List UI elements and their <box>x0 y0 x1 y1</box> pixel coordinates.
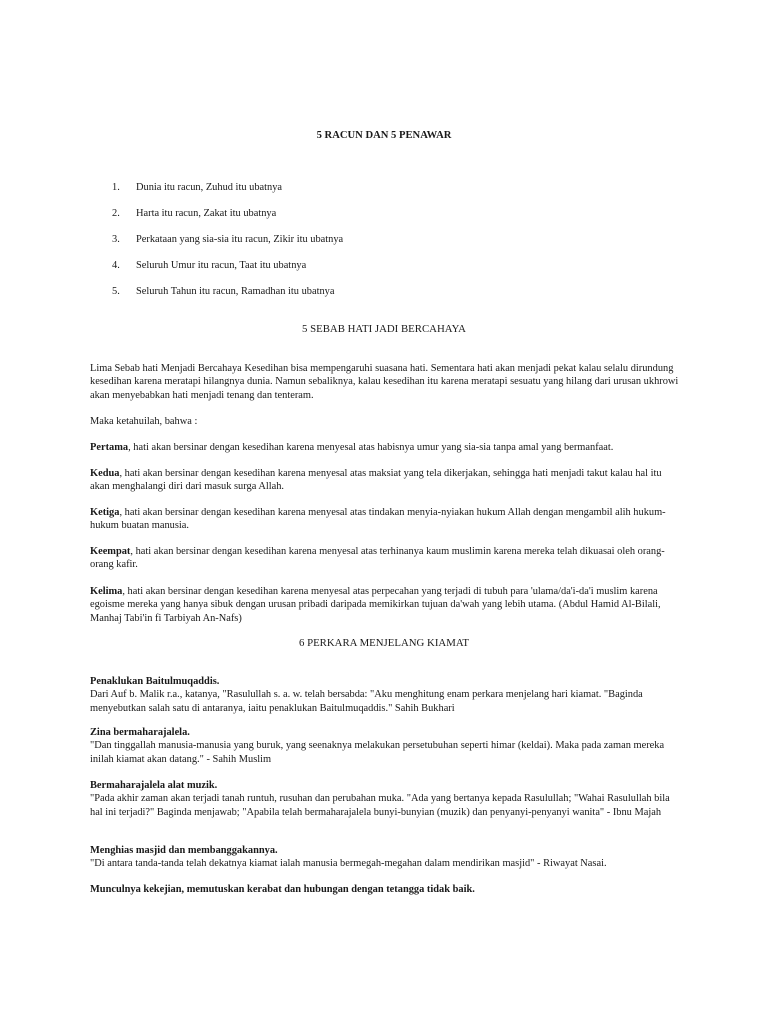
list-item: 5. Seluruh Tahun itu racun, Ramadhan itu ubatnya <box>112 286 335 297</box>
page-title: 5 RACUN DAN 5 PENAWAR <box>316 130 452 141</box>
kiamat-item: Penaklukan Baitulmuqaddis. Dari Auf b. Malik r.a., katanya, "Rasulullah s. a. w. telah bersabda: "Aku menghitung enam perkara menjelang hari kiamat. "Baginda menyebutkan salah satu di antaranya, iaitu penaklukan Baitulmuqaddis." Sahih Bukhari <box>90 676 643 714</box>
item-pertama: Pertama, hati akan bersinar dengan kesedihan karena menyesal atas habisnya umur yang sia-sia tanpa amal yang bermanfaat. <box>90 442 614 453</box>
item-kelima: Kelima, hati akan bersinar dengan kesedihan karena menyesal atas perpecahan yang terjadi di tubuh para 'ulama/da'i-da'i muslim karena egoisme mereka yang hanya sibuk dengan urusan pribadi daripada memikirkan tujuan da'wah yang lebih utama. (Abdul Hamid Al-Bilali, Manhaj Tabi'in fi Tarbiyah An-Nafs) <box>90 586 661 624</box>
item-keempat: Keempat, hati akan bersinar dengan kesedihan karena menyesal atas terhinanya kaum muslimin karena mereka telah dikuasai oleh orang-orang kafir. <box>90 546 665 571</box>
item-ketiga: Ketiga, hati akan bersinar dengan kesedihan karena menyesal atas tindakan menyia-nyiakan hukum Allah dengan mengambil alih hukum-hukum buatan manusia. <box>90 507 666 532</box>
maka-line: Maka ketahuilah, bahwa : <box>90 416 198 427</box>
list-item: 3. Perkataan yang sia-sia itu racun, Zikir itu ubatnya <box>112 234 344 245</box>
racun-list <box>112 181 343 311</box>
list-item: 2. Harta itu racun, Zakat itu ubatnya <box>112 208 277 219</box>
kiamat-item: Menghias masjid dan membanggakannya. "Di antara tanda-tanda telah dekatnya kiamat ialah manusia bermegah-megahan dalam mendirikan masjid" - Riwayat Nasai. <box>90 845 607 870</box>
kiamat-item: Bermaharajalela alat muzik. "Pada akhir zaman akan terjadi tanah runtuh, rusuhan dan perubahan muka. "Ada yang bertanya kepada Rasulullah; "Wahai Rasulullah bila hal ini terjadi?" Baginda menjawab; "Apabila telah bermaharajalela bunyi-bunyian (muzik) dan penyanyi-penyanyi wanita" - Ibnu Majah <box>90 780 670 818</box>
list-item: 1. Dunia itu racun, Zuhud itu ubatnya <box>112 182 283 193</box>
section-heading-kiamat: 6 PERKARA MENJELANG KIAMAT <box>298 637 470 649</box>
intro-paragraph: Lima Sebab hati Menjadi Bercahaya Kesedihan bisa mempengaruhi suasana hati. Sementara hati akan menjadi pekat kalau selalu dirundung kesedihan karena meratapi hilangnya dunia. Namun sebaliknya, kalau kesedihan itu karena meratapi sesuatu yang hilang dari urusan ukhrowi akan menyebabkan hati menjadi tenang dan tenteram. <box>90 363 679 401</box>
section-heading-hati: 5 SEBAB HATI JADI BERCAHAYA <box>302 323 466 335</box>
section-intro <box>90 362 680 402</box>
kiamat-item: Munculnya kekejian, memutuskan kerabat dan hubungan dengan tetangga tidak baik. <box>90 884 475 895</box>
item-kedua: Kedua, hati akan bersinar dengan kesedihan karena menyesal atas maksiat yang tela dikerjakan, sehingga hati menjadi takut kalau hal itu akan menghalangi diri dari masuk surga Allah. <box>90 468 662 493</box>
kiamat-item: Zina bermaharajalela. "Dan tinggallah manusia-manusia yang buruk, yang seenaknya melakukan persetubuhan seperti himar (keldai). Maka pada zaman mereka inilah kiamat akan datang." - Sahih Muslim <box>90 727 665 765</box>
list-item: 4. Seluruh Umur itu racun, Taat itu ubatnya <box>112 260 307 271</box>
